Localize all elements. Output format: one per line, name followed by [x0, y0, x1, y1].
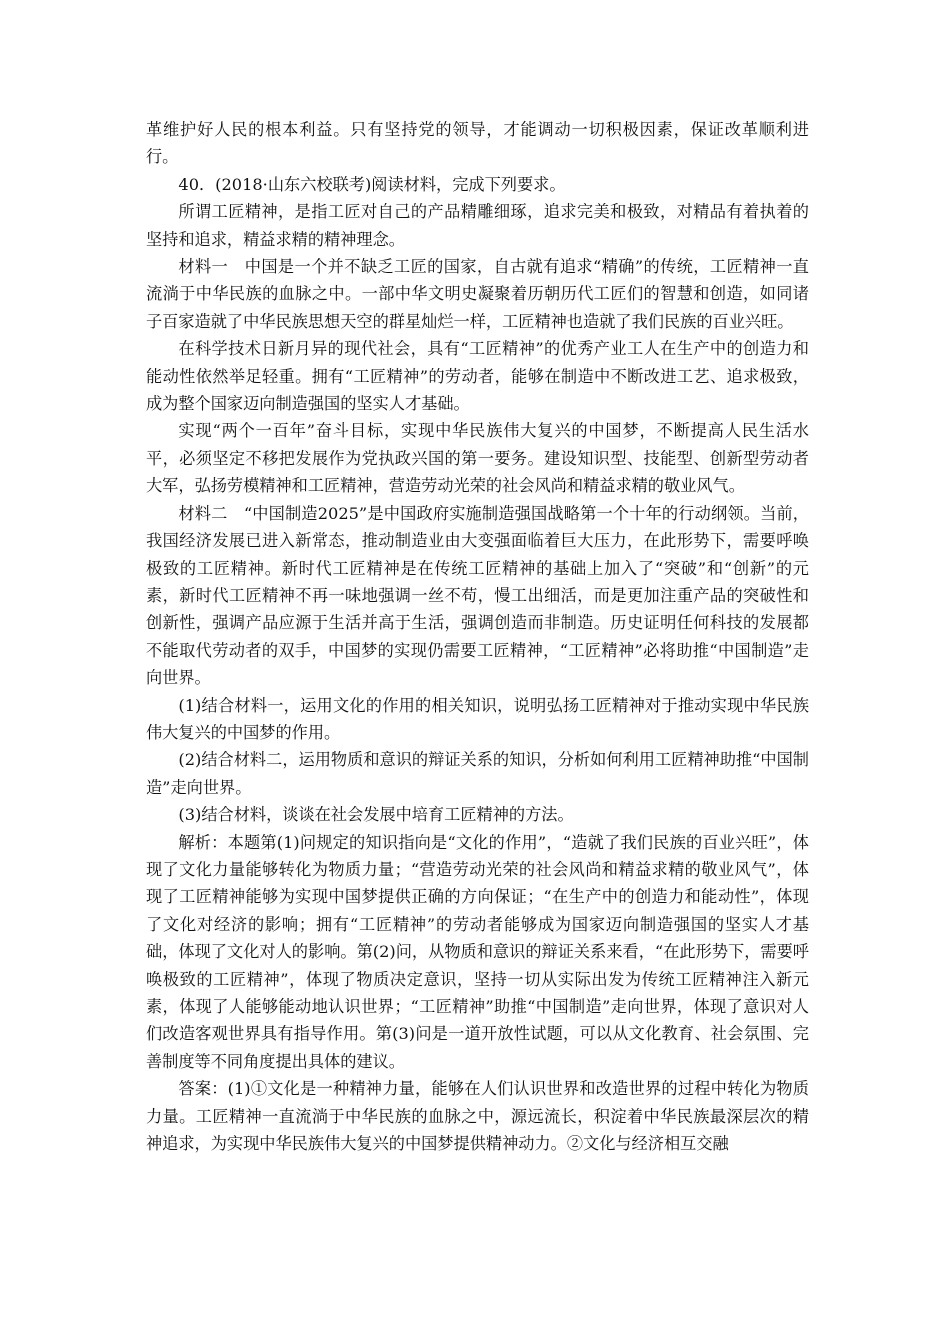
paragraph-material-1-cont-b: 实现“两个一百年”奋斗目标，实现中华民族伟大复兴的中国梦，不断提高人民生活水平，必须坚定不移把发展作为党执政兴国的第一要务。建设知识型、技能型、创新型劳动者大军，弘扬劳模精神和工匠精神，营造劳动光荣的社会风尚和精益求精的敬业风气。: [146, 421, 809, 496]
question-part-2: (2)结合材料二，运用物质和意识的辩证关系的知识，分析如何利用工匠精神助推“中国制造”走向世界。: [146, 750, 809, 797]
paragraph-material-2: 材料二 “中国制造2025”是中国政府实施制造强国战略第一个十年的行动纲领。当前，我国经济发展已进入新常态，推动制造业由大变强面临着巨大压力，在此形势下，需要呼唤极致的工匠精神。新时代工匠精神是在传统工匠精神的基础上加入了“突破”和“创新”的元素，新时代工匠精神不再一味地强调一丝不苟，慢工出细活，而是更加注重产品的突破性和创新性，强调产品应源于生活并高于生活，强调创造而非制造。历史证明任何科技的发展都不能取代劳动者的双手，中国梦的实现仍需要工匠精神，“工匠精神”必将助推“中国制造”走向世界。: [146, 503, 809, 688]
paragraph-continuation: 革维护好人民的根本利益。只有坚持党的领导，才能调动一切积极因素，保证改革顺利进行。: [146, 120, 809, 167]
paragraph-material-1: 材料一 中国是一个并不缺乏工匠的国家，自古就有追求“精确”的传统，工匠精神一直流淌于中华民族的血脉之中。一部中华文明史凝聚着历朝历代工匠们的智慧和创造，如同诸子百家造就了中华民族思想天空的群星灿烂一样，工匠精神也造就了我们民族的百业兴旺。: [146, 257, 809, 331]
paragraph-answer: 答案：(1)①文化是一种精神力量，能够在人们认识世界和改造世界的过程中转化为物质力量。工匠精神一直流淌于中华民族的血脉之中，源远流长，积淀着中华民族最深层次的精神追求，为实现中华民族伟大复兴的中国梦提供精神动力。②文化与经济相互交融: [146, 1079, 809, 1154]
question-part-1: (1)结合材料一，运用文化的作用的相关知识，说明弘扬工匠精神对于推动实现中华民族伟大复兴的中国梦的作用。: [146, 695, 809, 742]
paragraph-material-1-cont-a: 在科学技术日新月异的现代社会，具有“工匠精神”的优秀产业工人在生产中的创造力和能动性依然举足轻重。拥有“工匠精神”的劳动者，能够在制造中不断改进工艺、追求极致，成为整个国家迈向制造强国的坚实人才基础。: [146, 339, 809, 414]
question-40-heading: 40．(2018·山东六校联考)阅读材料，完成下列要求。: [178, 174, 566, 194]
question-part-3: (3)结合材料，谈谈在社会发展中培育工匠精神的方法。: [178, 805, 574, 825]
document-page: [146, 116, 809, 1157]
paragraph-definition: 所谓工匠精神，是指工匠对自己的产品精雕细琢，追求完美和极致，对精品有着执着的坚持和追求，精益求精的精神理念。: [146, 202, 809, 249]
paragraph-analysis: 解析：本题第(1)问规定的知识指向是“文化的作用”，“造就了我们民族的百业兴旺”，体现了文化力量能够转化为物质力量；“营造劳动光荣的社会风尚和精益求精的敬业风气”，体现了工匠精神能够为实现中国梦提供正确的方向保证；“在生产中的创造力和能动性”，体现了文化对经济的影响；拥有“工匠精神”的劳动者能够成为国家迈向制造强国的坚实人才基础，体现了文化对人的影响。第(2)问，从物质和意识的辩证关系来看，“在此形势下，需要呼唤极致的工匠精神”，体现了物质决定意识，坚持一切从实际出发为传统工匠精神注入新元素，体现了人能够能动地认识世界；“工匠精神”助推“中国制造”走向世界，体现了意识对人们改造客观世界具有指导作用。第(3)问是一道开放性试题，可以从文化教育、社会氛围、完善制度等不同角度提出具体的建议。: [146, 832, 809, 1071]
